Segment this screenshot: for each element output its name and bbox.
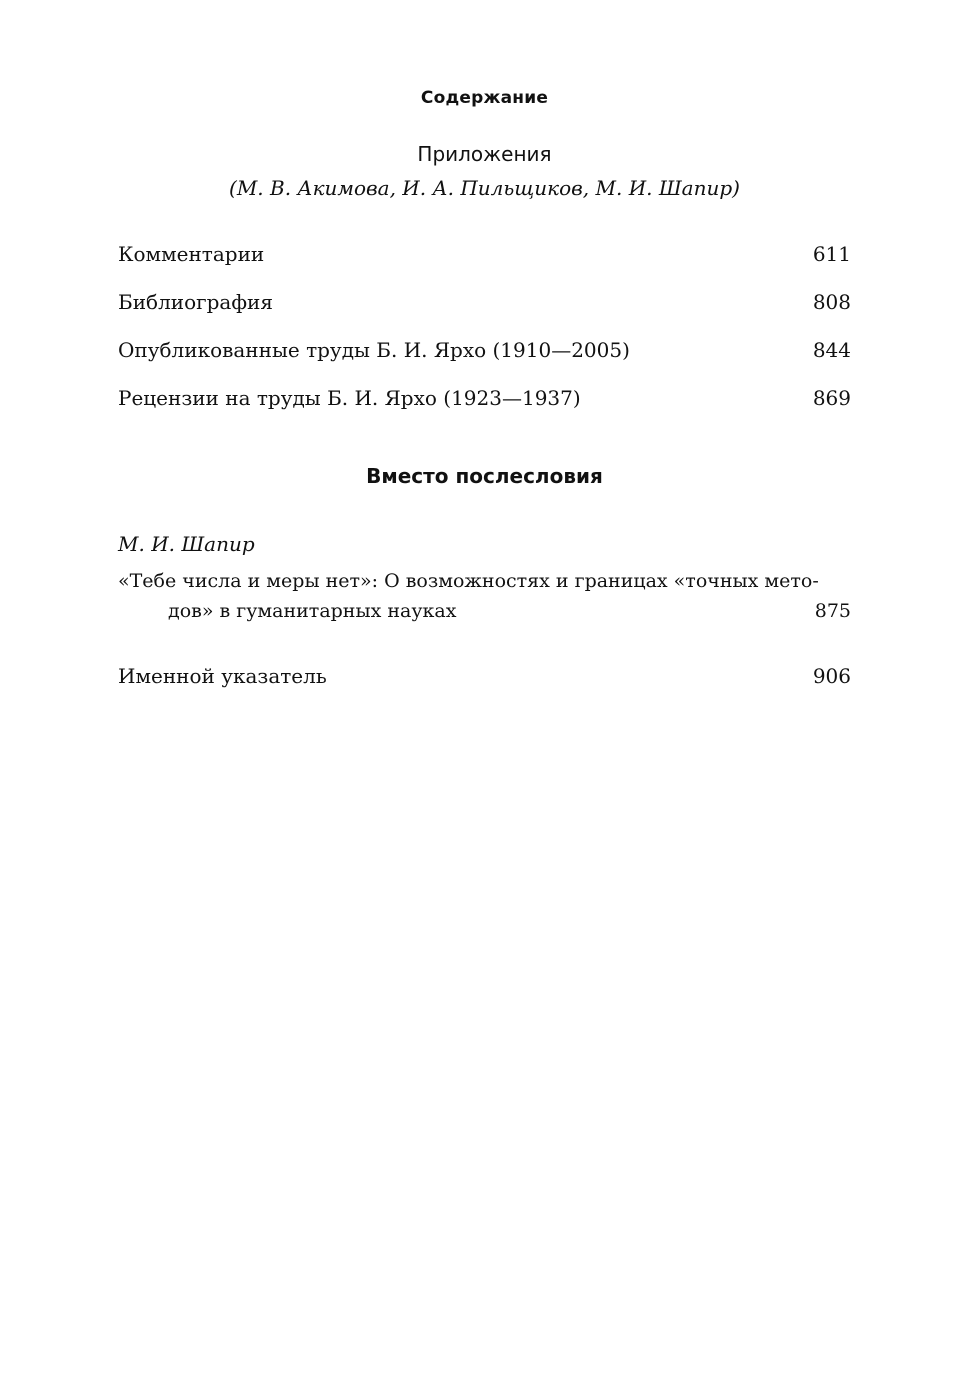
toc-entry-title: Рецензии на труды Б. И. Ярхо (1923—1937) <box>118 386 581 410</box>
page-header: Содержание <box>420 88 549 108</box>
toc-entry-page: 611 <box>812 242 851 266</box>
essay-author: М. И. Шапир <box>118 532 255 556</box>
toc-entry-page: 869 <box>812 386 851 410</box>
toc-entry-page: 875 <box>814 600 851 622</box>
essay-title-line1: «Тебе числа и меры нет»: О возможностях и границах «точных мето- <box>118 570 819 592</box>
toc-entry-page: 844 <box>812 338 851 362</box>
toc-entry-title: Комментарии <box>118 242 265 266</box>
toc-entry-title: Библиография <box>118 290 273 314</box>
essay-title-line2: дов» в гуманитарных науках <box>168 600 457 622</box>
toc-entry-title: Именной указатель <box>118 664 327 688</box>
appendix-title: Приложения <box>417 142 552 166</box>
afterword-title: Вместо послесловия <box>366 464 603 488</box>
toc-entry-page: 906 <box>812 664 851 688</box>
appendix-authors: (М. В. Акимова, И. А. Пильщиков, М. И. Шапир) <box>229 176 740 200</box>
toc-entry-page: 808 <box>812 290 851 314</box>
toc-entry-essay[interactable] <box>118 566 851 626</box>
toc-entry-title: Опубликованные труды Б. И. Ярхо (1910—2005) <box>118 338 630 362</box>
